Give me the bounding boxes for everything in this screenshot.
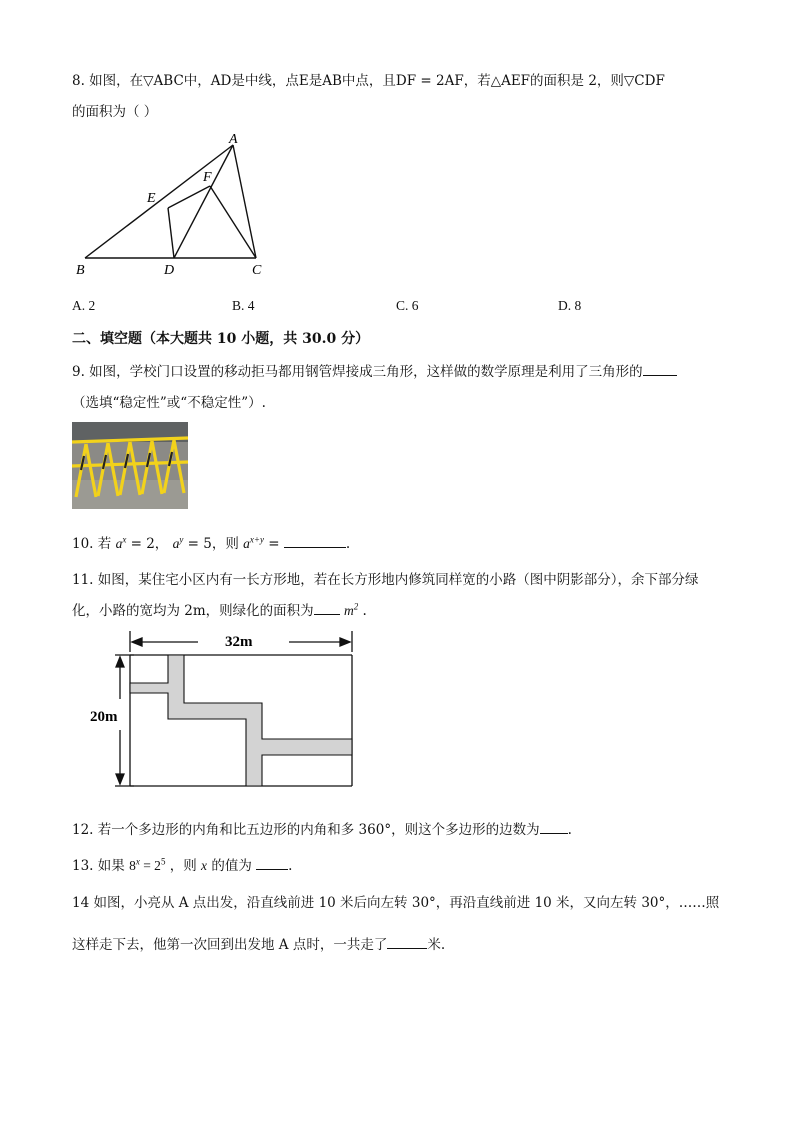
q13-blank: [256, 857, 288, 870]
q10-eq1: $a^x$: [115, 534, 127, 551]
q10-eq3: $a^{x+y}$: [243, 534, 264, 551]
label-a: A: [229, 132, 238, 147]
q13-mid: ，则: [169, 858, 197, 874]
q12-text: 12. 若一个多边形的内角和比五边形的内角和多 360°，则这个多边形的边数为: [72, 822, 540, 838]
q10-blank: [284, 535, 346, 548]
q14-text: 这样走下去，他第一次回到出发地 A 点时，一共走了: [72, 937, 388, 953]
q13-eq: $8^x = 2^5$: [129, 856, 166, 873]
q11-unit: $m^2$: [343, 601, 359, 618]
q8-line1: 8. 如图，在▽ABC中，AD是中线，点E是AB中点，且DF = 2AF，若△AEF的面积是 2，则▽CDF: [72, 73, 665, 89]
q11-text: 化，小路的宽均为 2m，则绿化的面积为: [72, 603, 314, 619]
q12-blank: [540, 821, 568, 834]
q14-line1: 14 如图，小亮从 A 点出发，沿直线前进 10 米后向左转 30°，再沿直线前进 10 米，又向左转 30°，……照: [72, 895, 720, 911]
q13-line: [72, 854, 292, 874]
q10-end: .: [345, 536, 351, 552]
q13-var: x: [201, 858, 208, 873]
q10-line: 10. 若 $a^x = 2$， $a^y = 5$，则 $a^{x+y}$ = .: [72, 534, 351, 552]
q14-end: 米.: [427, 937, 446, 953]
label-b: B: [76, 263, 85, 278]
q8-choice-a: A. 2: [72, 298, 96, 313]
label-e: E: [147, 191, 156, 206]
q12-line: [72, 818, 572, 838]
label-f: F: [203, 170, 212, 185]
barrier-photo: [72, 422, 188, 509]
section-title: 二、填空题（本大题共 10 小题，共 30.0 分）: [72, 331, 370, 347]
q9-line1: [72, 360, 677, 380]
height-label: 20m: [90, 709, 118, 725]
q8-choice-b: B. 4: [232, 298, 255, 313]
q11-blank: [314, 602, 340, 615]
q10-mid1: ，: [154, 536, 169, 552]
q14-blank: [387, 936, 427, 949]
q11-rectangle-figure: [86, 626, 358, 790]
q11-end: .: [362, 603, 367, 619]
q10-mid2: ，则: [211, 536, 239, 552]
q9-blank: [643, 363, 677, 376]
q11-line2: [72, 599, 367, 619]
label-d: D: [164, 263, 175, 278]
width-label: 32m: [225, 634, 253, 650]
label-c: C: [252, 263, 262, 278]
q10-prefix: 10. 若: [72, 536, 112, 552]
q8-line2: 的面积为（ ）: [72, 104, 158, 120]
q12-end: .: [567, 822, 572, 838]
q11-line1: 11. 如图，某住宅小区内有一长方形地，若在长方形地内修筑同样宽的小路（图中阴影部分），余下部分绿: [72, 572, 699, 588]
q13-end: .: [288, 858, 293, 874]
q8-choice-c: C. 6: [396, 298, 419, 313]
q14-line2: [72, 933, 445, 953]
q9-text: 9. 如图，学校门口设置的移动拒马都用钢管焊接成三角形，这样做的数学原理是利用了三角形的: [72, 364, 643, 380]
q8-triangle-figure: [60, 128, 290, 280]
q13-prefix: 13. 如果: [72, 858, 125, 874]
q13-mid2: 的值为: [211, 858, 252, 874]
q9-line2: （选填“稳定性”或“不稳定性”）.: [72, 395, 266, 411]
q10-eq2: $a^y$: [172, 534, 184, 551]
q8-choice-d: D. 8: [558, 298, 582, 313]
